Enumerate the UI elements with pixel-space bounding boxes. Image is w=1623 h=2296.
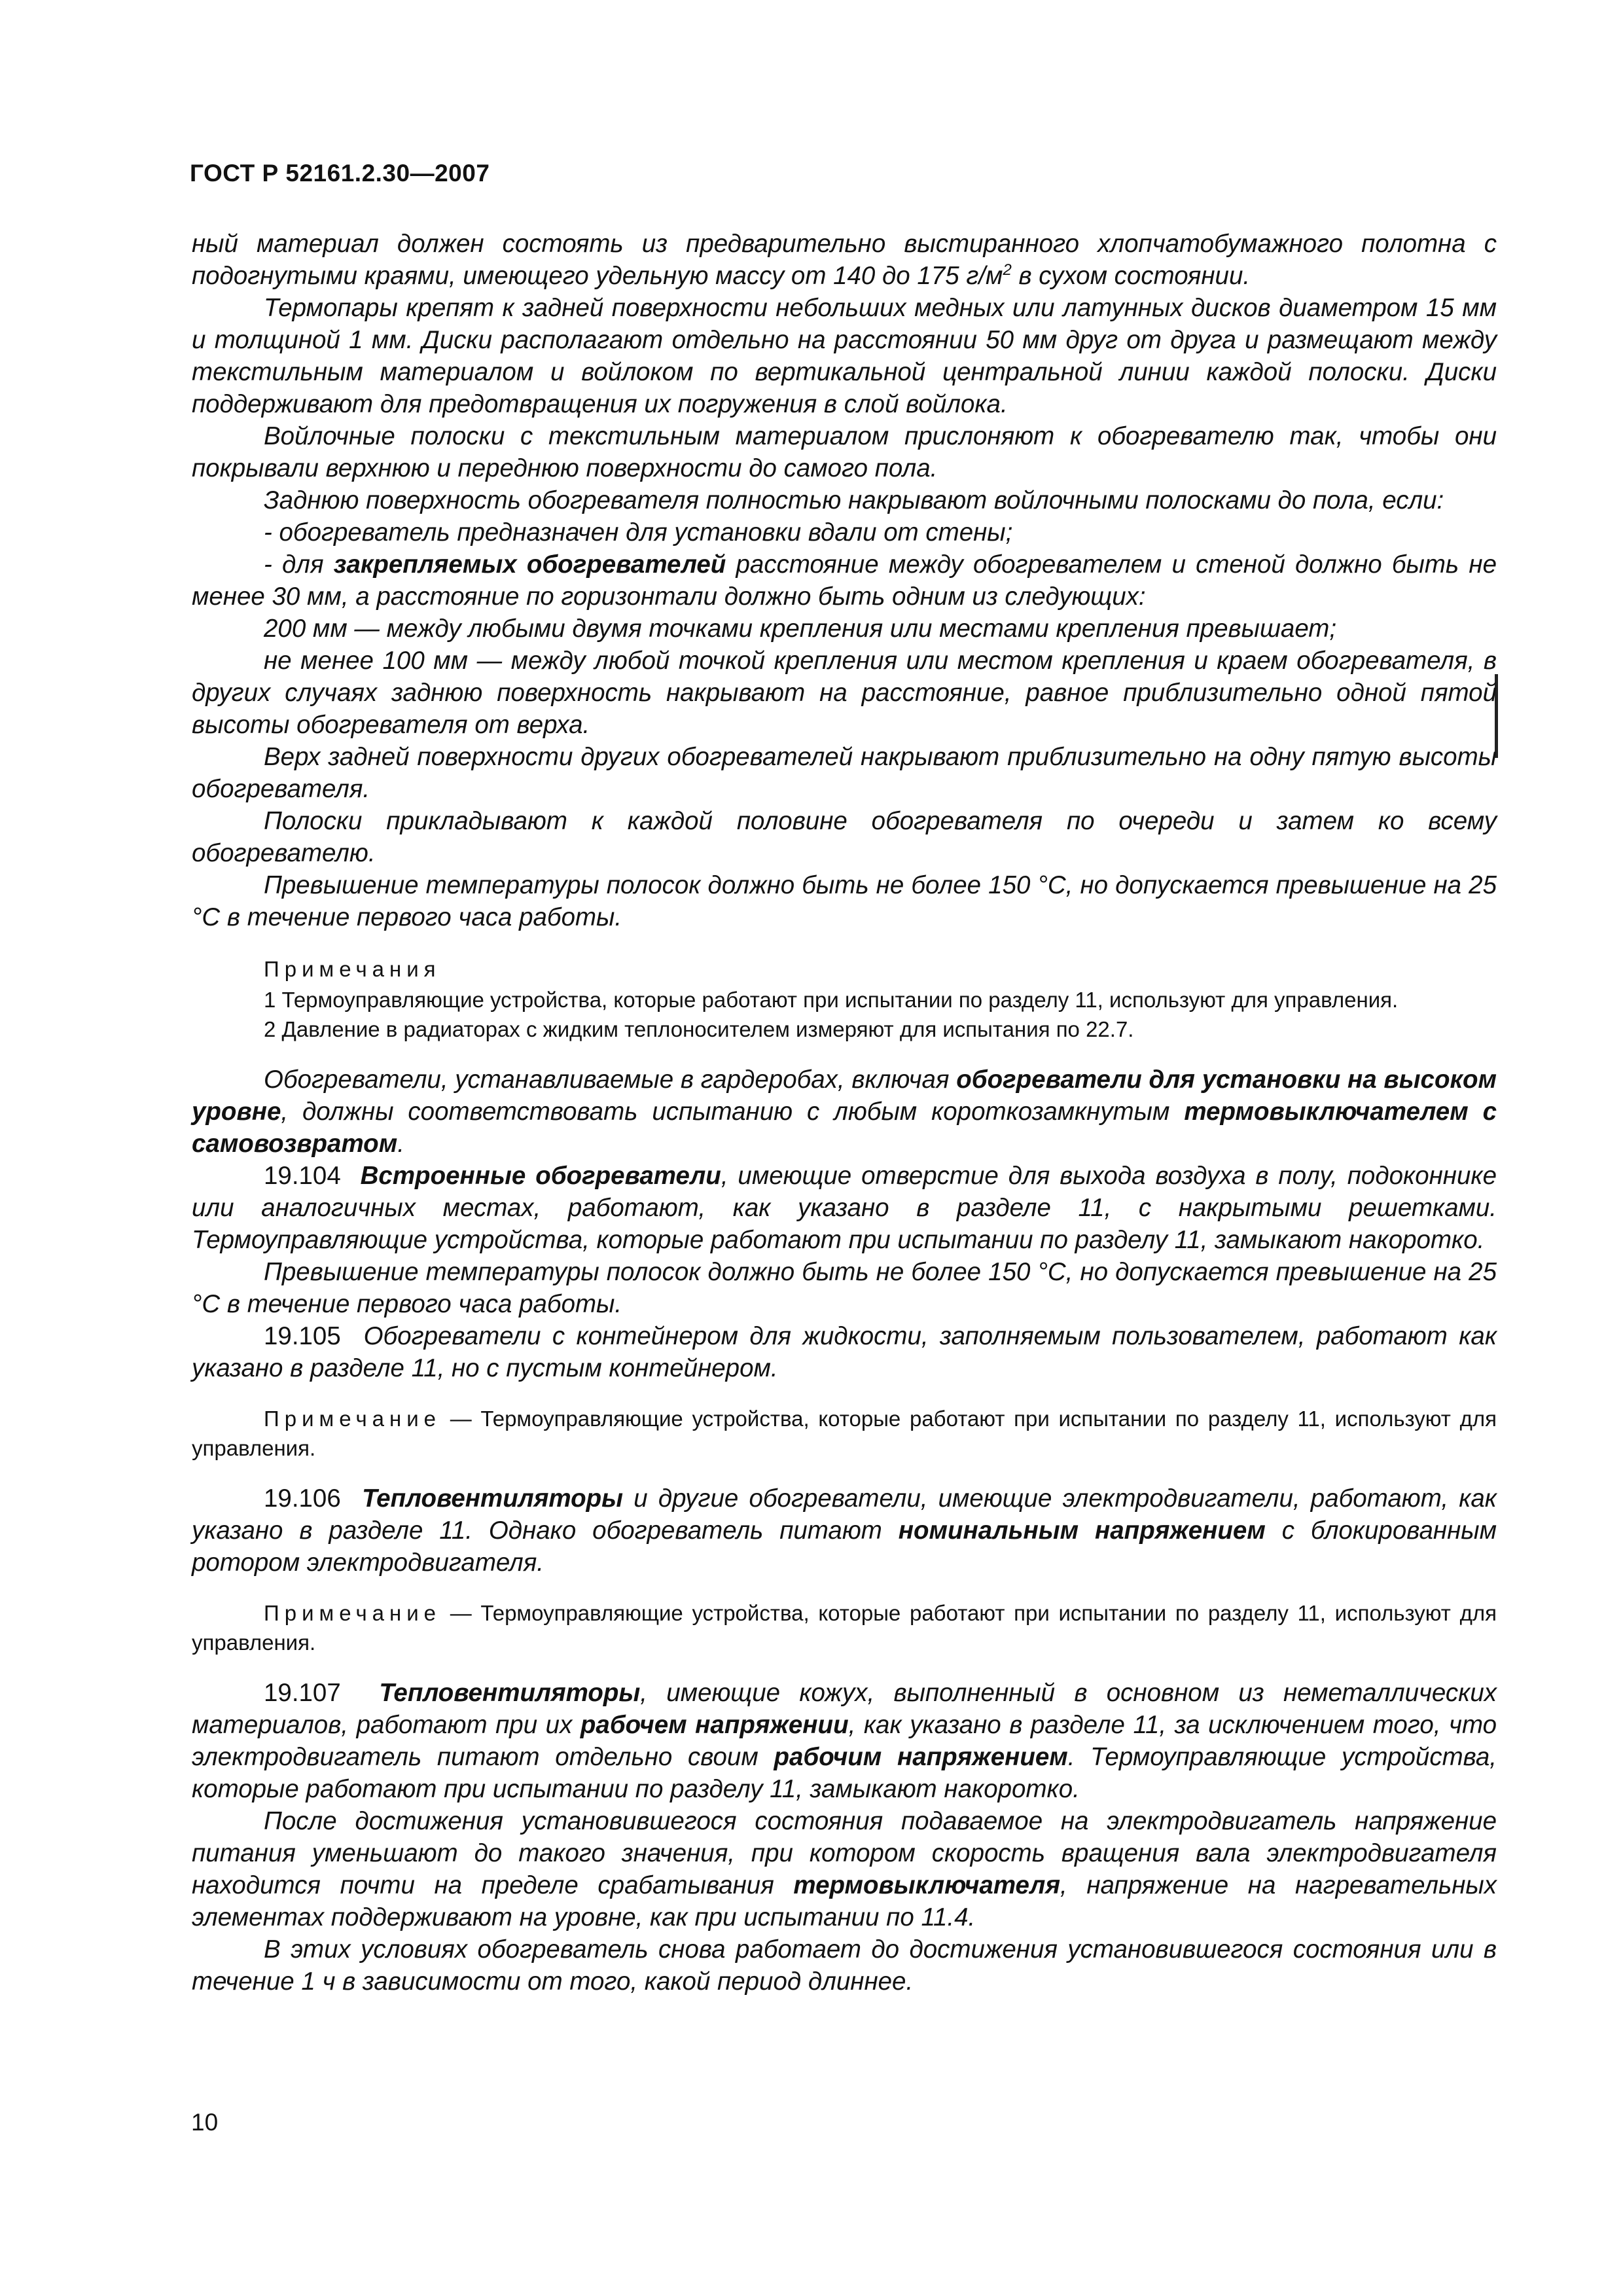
- note-1: 1 Термоуправляющие устройства, которые работают при испытании по разделу 11, используют для управления.: [264, 988, 1399, 1012]
- clause-number: 19.107: [264, 1679, 341, 1707]
- clause-19-105: 19.105 Обогреватели с контейнером для жидкости, заполняемым пользователем, работают как указано в разделе 11, но с пустым контейнером.: [192, 1322, 1497, 1382]
- paragraph-top-rear: Верх задней поверхности других обогревателей накрывают приблизительно на одну пятую высоты обогревателя.: [192, 743, 1497, 803]
- paragraph-temperature-rise: Превышение температуры полосок должно быть не более 150 °С, но допускается превышение на 25 °С в течение первого часа работы.: [192, 871, 1497, 931]
- term-working-voltage: рабочем напряжении: [580, 1711, 849, 1739]
- clause-number: 19.104: [264, 1162, 341, 1190]
- paragraph-temperature-rise-2: Превышение температуры полосок должно быть не более 150 °С, но допускается превышение на 25 °С в течение первого часа работы.: [192, 1258, 1497, 1318]
- note-thermal-controls-1: Примечание — Термоуправляющие устройства, которые работают при испытании по разделу 11, используют для управления.: [192, 1407, 1497, 1460]
- notes-heading: Примечания: [264, 957, 441, 981]
- term-fan-heaters: Тепловентиляторы: [379, 1679, 641, 1707]
- paragraph-textile-material: ный материал должен состоять из предварительно выстиранного хлопчатобумажного полотна с подогнутыми краями, имеющего удельную массу от 140 до 175 $г/м^2$ в сухом состоянии.: [192, 230, 1497, 290]
- term-rated-voltage: номинальным напряжением: [898, 1516, 1266, 1545]
- paragraph-wardrobe-heaters: Обогреватели, устанавливаемые в гардеробах, включая обогреватели для установки на высоком уровне, должны соответствовать испытанию с любым короткозамкнутым термовыключателем с самовозвратом.: [192, 1066, 1497, 1158]
- note-2: 2 Давление в радиаторах с жидким теплоносителем измеряют для испытания по 22.7.: [264, 1017, 1134, 1041]
- note-label: Примечание: [264, 1407, 442, 1431]
- term-fan-heaters: Тепловентиляторы: [362, 1484, 624, 1513]
- clause-number: 19.105: [264, 1322, 341, 1350]
- paragraph-conditions: В этих условиях обогреватель снова работает до достижения установившегося состояния или в течение 1 ч в зависимости от того, какой период длиннее.: [192, 1935, 1497, 1996]
- note-thermal-controls-2: Примечание — Термоуправляющие устройства, которые работают при испытании по разделу 11, используют для управления.: [192, 1601, 1497, 1655]
- term-fixed-heaters: закрепляемых обогревателей: [333, 550, 726, 579]
- clause-19-107: 19.107 Тепловентиляторы, имеющие кожух, выполненный в основном из неметаллических материалов, работают при их рабочем напряжении, как указано в разделе 11, за исключением того, что электродвигатель питают отдельно своим рабочим напряжением. Термоуправляющие устройства, которые работают при испытании по разделу 11, замыкают накоротко.: [192, 1679, 1497, 1803]
- paragraph-rear-surface: Заднюю поверхность обогревателя полностью накрывают войлочными полосками до пола, если:: [264, 486, 1444, 514]
- term-self-resetting-cutout: термовыключателем с самовозвратом: [192, 1098, 1497, 1158]
- superscript: 2: [1003, 261, 1012, 279]
- term-thermal-cutout: термовыключателя: [793, 1871, 1061, 1899]
- paragraph-felt-strips: Войлочные полоски с текстильным материалом прислоняют к обогревателю так, чтобы они покрывали верхнюю и переднюю поверхности до самого пола.: [192, 422, 1497, 482]
- clause-19-106: 19.106 Тепловентиляторы и другие обогреватели, имеющие электродвигатели, работают, как указано в разделе 11. Однако обогреватель питают номинальным напряжением с блокированным ротором электродвигателя.: [192, 1484, 1497, 1577]
- paragraph-steady-state: После достижения установившегося состояния подаваемое на электродвигатель напряжение питания уменьшают до такого значения, при котором скорость вращения вала электродвигателя находится почти на пределе срабатывания термовыключателя, напряжение на нагревательных элементах поддерживают на уровне, как при испытании по 11.4.: [192, 1807, 1497, 1931]
- paragraph-strips-applied: Полоски прикладывают к каждой половине обогревателя по очереди и затем ко всему обогревателю.: [192, 807, 1497, 867]
- document-body: [192, 228, 1497, 1998]
- list-item-away-from-wall: - обогреватель предназначен для установки вдали от стены;: [264, 518, 1013, 547]
- clause-19-104: 19.104 Встроенные обогреватели, имеющие отверстие для выхода воздуха в полу, подоконнике или аналогичных местах, работают, как указано в разделе 11, с накрытыми решетками. Термоуправляющие устройства, которые работают при испытании по разделу 11, замыкают накоротко.: [192, 1162, 1497, 1254]
- clause-number: 19.106: [264, 1484, 341, 1513]
- paragraph-100mm: не менее 100 мм — между любой точкой крепления или местом крепления и краем обогревателя, в других случаях заднюю поверхность накрывают на расстояние, равное приблизительно одной пятой высоты обогревателя от верха.: [192, 647, 1497, 739]
- term-built-in-heaters: Встроенные обогреватели: [360, 1162, 721, 1190]
- page-number: 10: [191, 2109, 219, 2136]
- paragraph-200mm: 200 мм — между любыми двумя точками крепления или местами крепления превышает;: [264, 615, 1337, 643]
- paragraph-thermocouples: Термопары крепят к задней поверхности небольших медных или латунных дисков диаметром 15 мм и толщиной 1 мм. Диски располагают отдельно на расстоянии 50 мм друг от друга и размещают между текстильным материалом и войлоком по вертикальной центральной линии каждой полоски. Диски поддерживают для предотвращения их погружения в слой войлока.: [192, 294, 1497, 418]
- term-working-voltage: рабочим напряжением: [774, 1743, 1068, 1771]
- term-high-level-heaters: обогреватели для установки на высоком уровне: [192, 1066, 1497, 1126]
- list-item-fixed-heaters: - для закрепляемых обогревателей расстояние между обогревателем и стеной должно быть не менее 30 мм, а расстояние по горизонтали должно быть одним из следующих:: [192, 550, 1497, 611]
- note-label: Примечание: [264, 1601, 442, 1625]
- document-code-header: ГОСТ Р 52161.2.30—2007: [190, 160, 490, 187]
